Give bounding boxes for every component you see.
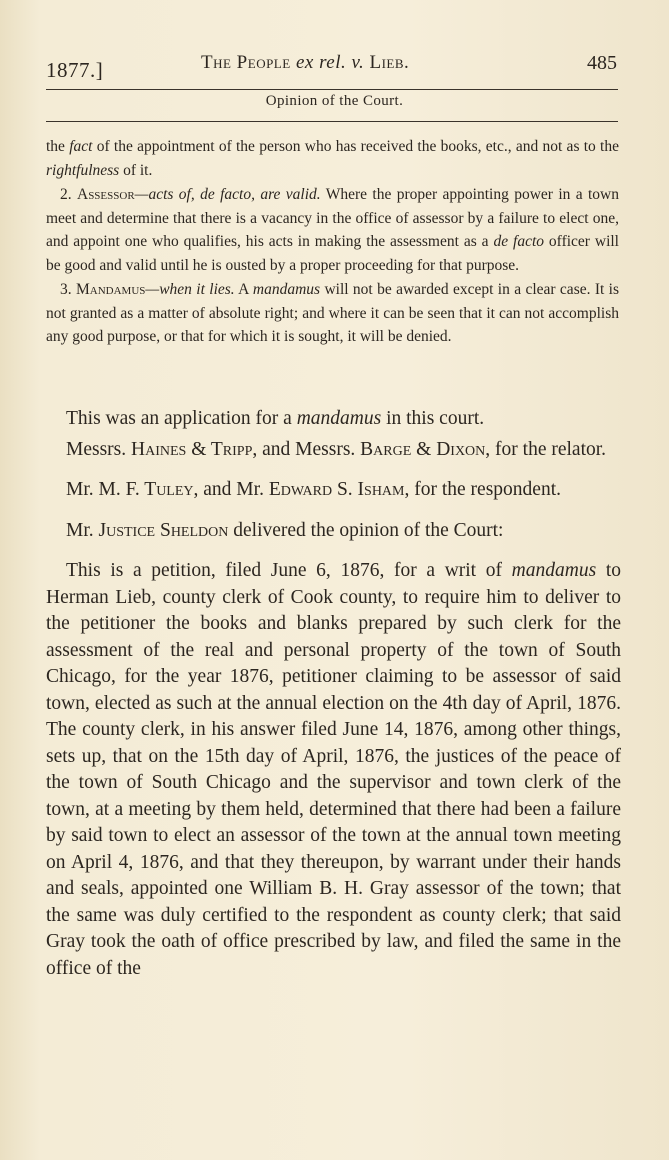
syllabus-italic: —when it lies. — [145, 281, 235, 298]
opinion-text: This is a petition, filed June 6, 1876, for a writ of mandamus to Herman Lieb, county clerk of Cook county, to require him to deliver to the petitioner the books and blanks prepared by such clerk for the assessment of the real and personal property of the town of South Chicago, for the year 1876, petitioner claiming to be assessor of said town, elected as such at the annual election on the 4th day of April, 1876. The county clerk, in his answer filed June 14, 1876, among other things, sets up, that on the 15th day of April, 1876, the justices of the peace of the town of South Chicago and the supervisor and town clerk of the town, at a meeting by them held, determined that there had been a failure by said town to elect an assessor of the town at the annual town meeting on April 4, 1876, and that they thereupon, by warrant under their hands and seals, appointed one William B. H. Gray assessor of the town; that the same was duly certified to the respondent as county clerk; that said Gray took the oath of office prescribed by law, and filed the same in the office of the — [46, 560, 621, 979]
syllabus-text: officer will be good and valid until he is ousted by a proper proceeding for that purpose. — [46, 233, 619, 274]
header-title-pre: The People — [201, 52, 296, 73]
page-number: 485 — [587, 52, 617, 74]
running-header — [46, 50, 617, 84]
body-italic: mandamus — [511, 560, 597, 581]
syllabus-para-2 — [46, 183, 619, 277]
application-statement: This was an application for a mandamus in this court. — [66, 408, 485, 429]
section-subhead: Opinion of the Court. — [265, 93, 404, 109]
syllabus-text: Where the proper appointing power in a town meet and determine that there is a vacancy in the office of assessor by a failure to elect one, and appoint one who qualifies, his acts in making the assessment as a — [46, 186, 619, 250]
counsel-name: Haines & Tripp — [131, 438, 253, 460]
syllabus-italic: rightfulness — [46, 161, 120, 179]
syllabus-italic: de facto — [493, 233, 545, 250]
counsel-relator: Messrs. Haines & Tripp, and Messrs. Barge & Dixon, for the relator. — [66, 438, 607, 460]
header-title-italic: ex rel. v. — [295, 52, 365, 73]
syllabus-italic: mandamus — [252, 281, 321, 298]
syllabus-italic: —acts of, de facto, are valid. — [134, 186, 321, 203]
counsel-respondent: Mr. M. F. Tuley, and Mr. Edward S. Isham, for the respondent. — [66, 479, 561, 500]
syllabus-para-3 — [46, 278, 619, 349]
body-italic: mandamus — [296, 408, 382, 429]
justice-name: Justice Sheldon — [98, 519, 229, 541]
syllabus-text: of it. — [119, 161, 153, 179]
syllabus-text: of the appointment of the person who has received the books, etc., and not as to the — [92, 138, 619, 155]
header-title — [201, 52, 409, 74]
syllabus-text: will not be awarded except in a clear case. It is not granted as a matter of absolute right; and where it can be seen that it can not accomplish any good purpose, or that for which it is sought, it will be denied. — [46, 281, 620, 345]
syllabus-italic: fact — [69, 138, 93, 155]
header-title-post: Lieb. — [364, 52, 410, 73]
case-body — [46, 406, 621, 982]
syllabus-text: A — [234, 281, 253, 298]
syllabus-heading: Assessor — [77, 186, 135, 203]
opinion-attribution: Mr. Justice Sheldon delivered the opinion of the Court: — [66, 519, 504, 541]
syllabus-para-1: the fact of the appointment of the person who has received the books, etc., and not as to the rightfulness of it. — [46, 138, 619, 179]
syllabus-heading: Mandamus — [76, 281, 146, 298]
header-year: 1877.] — [46, 58, 104, 82]
syllabus — [46, 135, 619, 350]
syllabus-number: 2. — [60, 186, 77, 203]
subhead-rule — [46, 121, 618, 122]
header-rule — [46, 89, 618, 90]
counsel-name: Barge & Dixon — [360, 438, 486, 460]
counsel-name: M. F. Tuley — [98, 479, 194, 500]
syllabus-number: 3. — [60, 281, 76, 298]
counsel-name: Edward S. Isham — [268, 479, 405, 500]
